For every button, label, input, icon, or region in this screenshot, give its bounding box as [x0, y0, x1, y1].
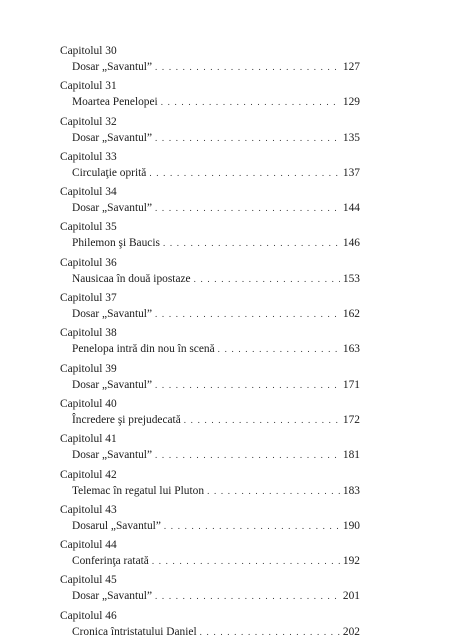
dot-leader: [207, 484, 340, 498]
chapter-line: [72, 272, 360, 286]
dot-leader: [194, 272, 340, 286]
dot-leader: [152, 554, 340, 568]
toc-entry: [60, 468, 360, 503]
chapter-title: Nausicaa în două ipostaze: [72, 272, 191, 285]
toc-entry: [60, 150, 360, 185]
chapter-title: Dosar „Savantul”: [72, 308, 153, 321]
dot-leader: [155, 60, 340, 74]
chapter-title: Dosar „Savantul”: [72, 590, 153, 603]
page-number: 181: [342, 449, 360, 462]
dot-leader: [155, 589, 340, 603]
page-number: 129: [342, 96, 360, 109]
chapter-number: Capitolul 40: [60, 397, 117, 410]
toc-entry: [60, 326, 360, 361]
dot-leader: [184, 413, 340, 427]
toc-entry: [60, 256, 360, 291]
chapter-title: Telemac în regatul lui Pluton: [72, 484, 205, 497]
chapter-number: Capitolul 30: [60, 45, 117, 57]
chapter-line: [72, 413, 360, 427]
chapter-number: Capitolul 46: [60, 609, 117, 622]
chapter-line: [72, 236, 360, 250]
dot-leader: [155, 131, 340, 145]
chapter-number: Capitolul 39: [60, 362, 117, 375]
dot-leader: [155, 201, 340, 215]
page-number: 146: [342, 237, 360, 250]
chapter-line: [72, 519, 360, 533]
chapter-number: Capitolul 32: [60, 115, 117, 128]
chapter-title: Cronica întristatului Daniel: [72, 625, 197, 638]
toc-entry: [60, 362, 360, 397]
toc-entry: [60, 291, 360, 326]
chapter-line: [72, 342, 360, 356]
dot-leader: [155, 378, 340, 392]
chapter-line: [72, 484, 360, 498]
chapter-title: Dosar „Savantul”: [72, 378, 153, 391]
page-number: 144: [342, 202, 360, 215]
chapter-title: Philemon şi Baucis: [72, 237, 160, 250]
toc-entry: [60, 397, 360, 432]
chapter-number: Capitolul 31: [60, 80, 117, 93]
page-number: 171: [342, 378, 360, 391]
chapter-line: [72, 625, 360, 639]
dot-leader: [161, 95, 340, 109]
chapter-line: [72, 60, 360, 74]
toc-entry: [60, 185, 360, 220]
chapter-line: [72, 95, 360, 109]
dot-leader: [155, 307, 340, 321]
toc-entry: [60, 79, 360, 114]
page-number: 190: [342, 519, 360, 532]
chapter-title: Conferinţa ratată: [72, 555, 149, 568]
page-number: 153: [342, 272, 360, 285]
page-number: 172: [342, 413, 360, 426]
chapter-number: Capitolul 42: [60, 468, 117, 481]
chapter-line: [72, 131, 360, 145]
toc-entry: [60, 432, 360, 467]
chapter-number: Capitolul 33: [60, 150, 117, 163]
page-number: 192: [342, 555, 360, 568]
table-of-contents: [60, 44, 360, 644]
dot-leader: [163, 236, 340, 250]
dot-leader: [200, 625, 340, 639]
chapter-line: [72, 448, 360, 462]
page-number: 135: [342, 131, 360, 144]
chapter-title: Dosar „Savantul”: [72, 449, 153, 462]
dot-leader: [155, 448, 340, 462]
toc-entry: [60, 573, 360, 608]
chapter-title: Circulaţie oprită: [72, 166, 147, 179]
toc-entry: [60, 609, 360, 644]
chapter-number: Capitolul 45: [60, 574, 117, 587]
chapter-title: Penelopa intră din nou în scenă: [72, 343, 215, 356]
chapter-title: Dosar „Savantul”: [72, 202, 153, 215]
chapter-number: Capitolul 44: [60, 539, 117, 552]
chapter-title: Dosar „Savantul”: [72, 131, 153, 144]
page-number: 183: [342, 484, 360, 497]
toc-entry: [60, 220, 360, 255]
chapter-number: Capitolul 43: [60, 503, 117, 516]
chapter-title: Încredere şi prejudecată: [72, 413, 181, 426]
dot-leader: [218, 342, 340, 356]
page-number: 202: [342, 625, 360, 638]
chapter-title: Dosar „Savantul”: [72, 61, 153, 73]
chapter-number: Capitolul 38: [60, 327, 117, 340]
chapter-title: Dosarul „Savantul”: [72, 519, 161, 532]
toc-entry: [60, 503, 360, 538]
chapter-number: Capitolul 36: [60, 256, 117, 269]
chapter-line: [72, 201, 360, 215]
dot-leader: [149, 166, 340, 180]
dot-leader: [164, 519, 340, 533]
chapter-line: [72, 554, 360, 568]
chapter-line: [72, 307, 360, 321]
chapter-number: Capitolul 34: [60, 186, 117, 199]
page-number: 137: [342, 166, 360, 179]
chapter-number: Capitolul 35: [60, 221, 117, 234]
chapter-number: Capitolul 37: [60, 292, 117, 305]
chapter-line: [72, 378, 360, 392]
chapter-line: [72, 589, 360, 603]
page-number: 201: [342, 590, 360, 603]
toc-entry: [60, 44, 360, 79]
page-number: 163: [342, 343, 360, 356]
chapter-number: Capitolul 41: [60, 433, 117, 446]
page-number: 162: [342, 308, 360, 321]
chapter-line: [72, 166, 360, 180]
toc-entry: [60, 538, 360, 573]
chapter-title: Moartea Penelopei: [72, 96, 158, 109]
page-number: 127: [342, 61, 360, 73]
toc-entry: [60, 115, 360, 150]
